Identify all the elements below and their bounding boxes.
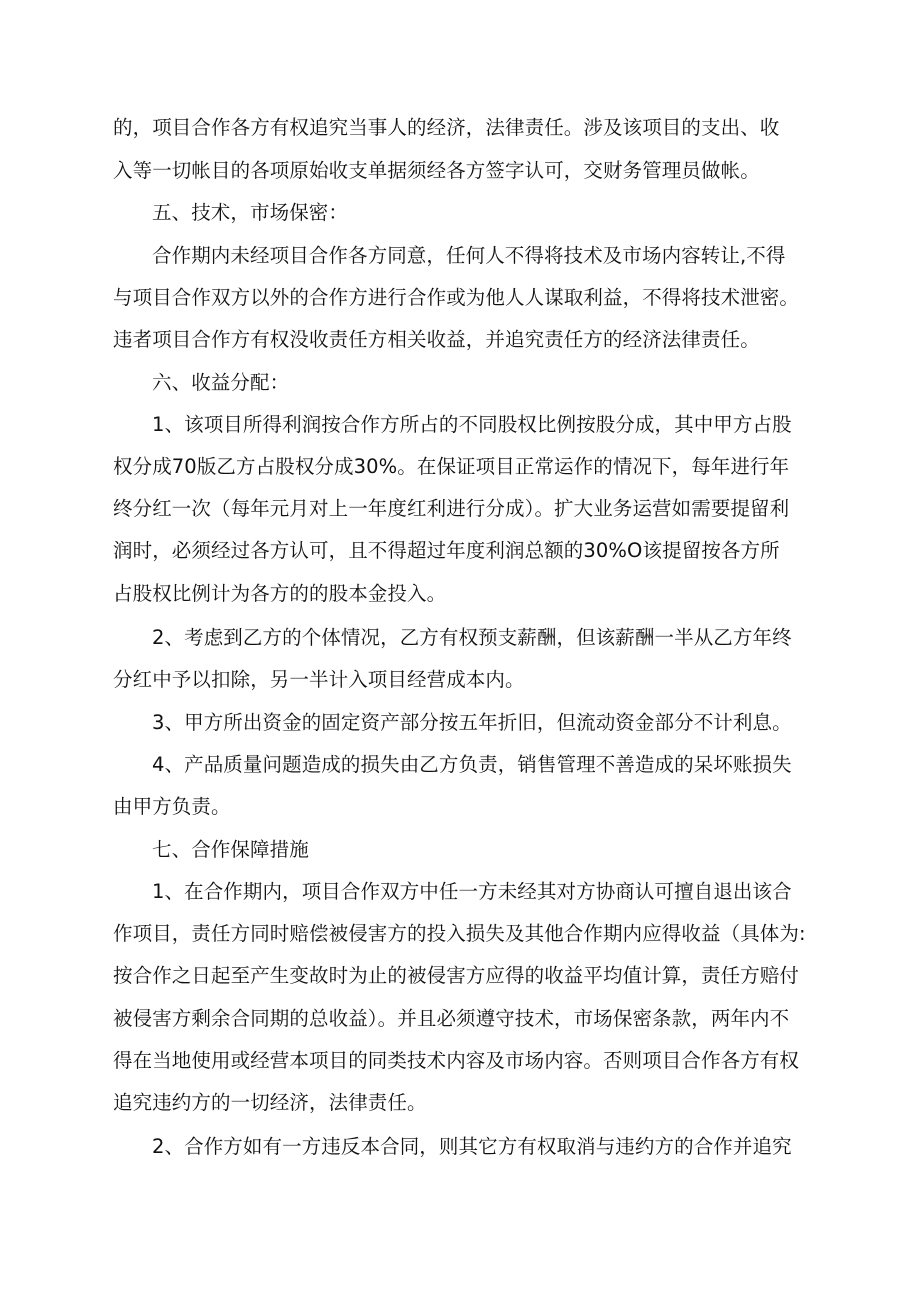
paragraph-line: 1、该项目所得利润按合作方所占的不同股权比例按股分成，其中甲方占股 xyxy=(152,413,792,436)
paragraph-line: 合作期内未经项目合作各方同意，任何人不得将技术及市场内容转让,不得 xyxy=(152,244,786,267)
paragraph-line: 入等一切帐目的各项原始收支单据须经各方签字认可，交财务管理员做帐。 xyxy=(113,159,760,182)
paragraph-line: 占股权比例计为各方的的股本金投入。 xyxy=(113,582,447,605)
paragraph-line: 按合作之日起至产生变故时为止的被侵害方应得的收益平均值计算，责任方赔付 xyxy=(113,964,800,987)
paragraph-line: 作项目，责任方同时赔偿被侵害方的投入损失及其他合作期内应得收益（具体为: xyxy=(113,922,806,945)
paragraph-line: 分红中予以扣除，另一半计入项目经营成本内。 xyxy=(113,668,525,691)
paragraph-line: 权分成70版乙方占股权分成30%。在保证项目正常运作的情况下，每年进行年 xyxy=(113,455,790,478)
paragraph-line: 1、在合作期内，项目合作双方中任一方未经其对方协商认可擅自退出该合 xyxy=(152,880,792,903)
paragraph-line: 4、产品质量问题造成的损失由乙方负责，销售管理不善造成的呆坏账损失 xyxy=(152,753,792,776)
paragraph-line: 2、合作方如有一方违反本合同，则其它方有权取消与违约方的合作并追究 xyxy=(152,1135,792,1158)
paragraph-line: 润时，必须经过各方认可，且不得超过年度利润总额的30%O该提留按各方所 xyxy=(113,539,780,562)
paragraph-line: 与项目合作双方以外的合作方进行合作或为他人人谋取利益，不得将技术泄密。 xyxy=(113,286,800,309)
paragraph-line: 的，项目合作各方有权追究当事人的经济，法律责任。涉及该项目的支出、收 xyxy=(113,116,780,139)
section-heading-profit-distribution: 六、收益分配： xyxy=(152,371,290,394)
paragraph-line: 2、考虑到乙方的个体情况，乙方有权预支薪酬，但该薪酬一半从乙方年终 xyxy=(152,626,792,649)
section-heading-safeguards: 七、合作保障措施 xyxy=(152,838,309,861)
paragraph-line: 得在当地使用或经营本项目的同类技术内容及市场内容。否则项目合作各方有权 xyxy=(113,1049,800,1072)
paragraph-line: 由甲方负责。 xyxy=(113,795,231,818)
paragraph-line: 终分红一次（每年元月对上一年度红利进行分成）。扩大业务运营如需要提留利 xyxy=(113,497,790,520)
section-heading-tech-confidentiality: 五、技术，市场保密： xyxy=(152,201,349,224)
paragraph-line: 3、甲方所出资金的固定资产部分按五年折旧，但流动资金部分不计利息。 xyxy=(152,711,792,734)
paragraph-line: 被侵害方剩余合同期的总收益）。并且必须遵守技术，市场保密条款，两年内不 xyxy=(113,1007,790,1030)
paragraph-line: 追究违约方的一切经济，法律责任。 xyxy=(113,1091,427,1114)
paragraph-line: 违者项目合作方有权没收责任方相关收益，并追究责任方的经济法律责任。 xyxy=(113,328,760,351)
